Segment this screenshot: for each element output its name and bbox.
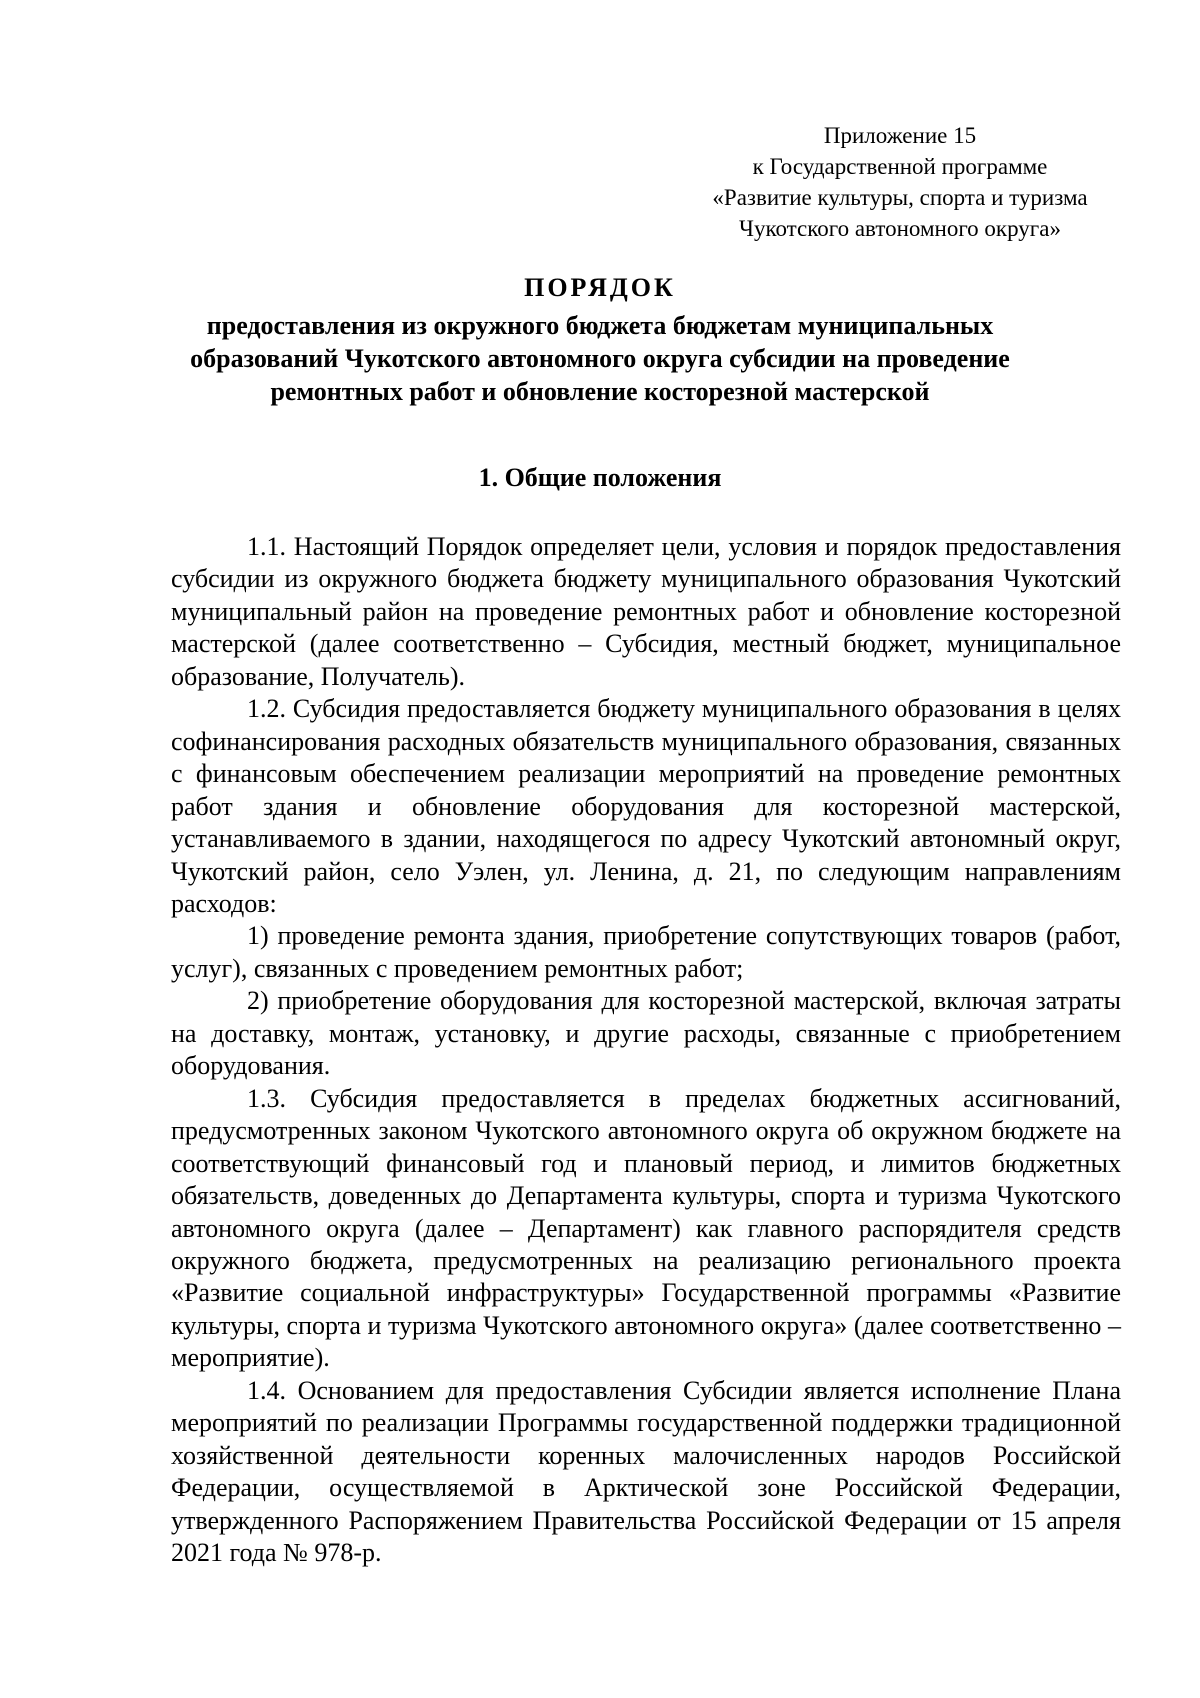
appendix-line-4: Чукотского автономного округа» — [739, 216, 1061, 241]
title-line-3: ремонтных работ и обновление косторезной мастерской — [270, 377, 930, 406]
section-body — [171, 531, 1121, 1570]
section-heading: 1. Общие положения — [478, 463, 722, 492]
title-line-2: образований Чукотского автономного округа субсидии на проведение — [190, 344, 1010, 373]
paragraph-1-4: 1.4. Основанием для предоставления Субсидии является исполнение Плана мероприятий по реализации Программы государственной поддержки традиционной хозяйственной деятельности коренных малочисленных народов Российской Федерации, осуществляемой в Арктической зоне Российской Федерации, утвержденного Распоряжением Правительства Российской Федерации от 15 апреля 2021 года № 978-р. — [171, 1375, 1121, 1568]
document-title — [120, 273, 1080, 408]
title-main: ПОРЯДОК — [524, 273, 676, 302]
paragraph-item-1: 1) проведение ремонта здания, приобретение сопутствующих товаров (работ, услуг), связанных с проведением ремонтных работ; — [171, 921, 1121, 983]
appendix-line-3: «Развитие культуры, спорта и туризма — [712, 185, 1088, 210]
paragraph-1-3: 1.3. Субсидия предоставляется в пределах бюджетных ассигнований, предусмотренных законом Чукотского автономного округа об окружном бюджете на соответствующий финансовый год и плановый период, и лимитов бюджетных обязательств, доведенных до Департамента культуры, спорта и туризма Чукотского автономного округа (далее – Департамент) как главного распорядителя средств окружного бюджета, предусмотренных на реализацию регионального проекта «Развитие социальной инфраструктуры» Государственной программы «Развитие культуры, спорта и туризма Чукотского автономного округа» (далее соответственно – мероприятие). — [171, 1083, 1121, 1373]
title-line-1: предоставления из окружного бюджета бюджетам муниципальных — [206, 311, 994, 340]
paragraph-1-2: 1.2. Субсидия предоставляется бюджету муниципального образования в целях софинансирования расходных обязательств муниципального образования, связанных с финансовым обеспечением реализации мероприятий на проведение ремонтных работ здания и обновление оборудования для косторезной мастерской, устанавливаемого в здании, находящегося по адресу Чукотский автономный округ, Чукотский район, село Уэлен, ул. Ленина, д. 21, по следующим направлениям расходов: — [171, 694, 1121, 918]
paragraph-item-2: 2) приобретение оборудования для косторезной мастерской, включая затраты на доставку, монтаж, установку, и другие расходы, связанные с приобретением оборудования. — [171, 986, 1121, 1081]
title-subtitle — [120, 309, 1080, 408]
appendix-line-2: к Государственной программе — [752, 154, 1048, 179]
appendix-note — [680, 120, 1120, 244]
appendix-line-1: Приложение 15 — [823, 123, 977, 148]
paragraph-1-1: 1.1. Настоящий Порядок определяет цели, условия и порядок предоставления субсидии из окружного бюджета бюджету муниципального образования Чукотский муниципальный район на проведение ремонтных работ и обновление косторезной мастерской (далее соответственно – Субсидия, местный бюджет, муниципальное образование, Получатель). — [171, 532, 1121, 691]
